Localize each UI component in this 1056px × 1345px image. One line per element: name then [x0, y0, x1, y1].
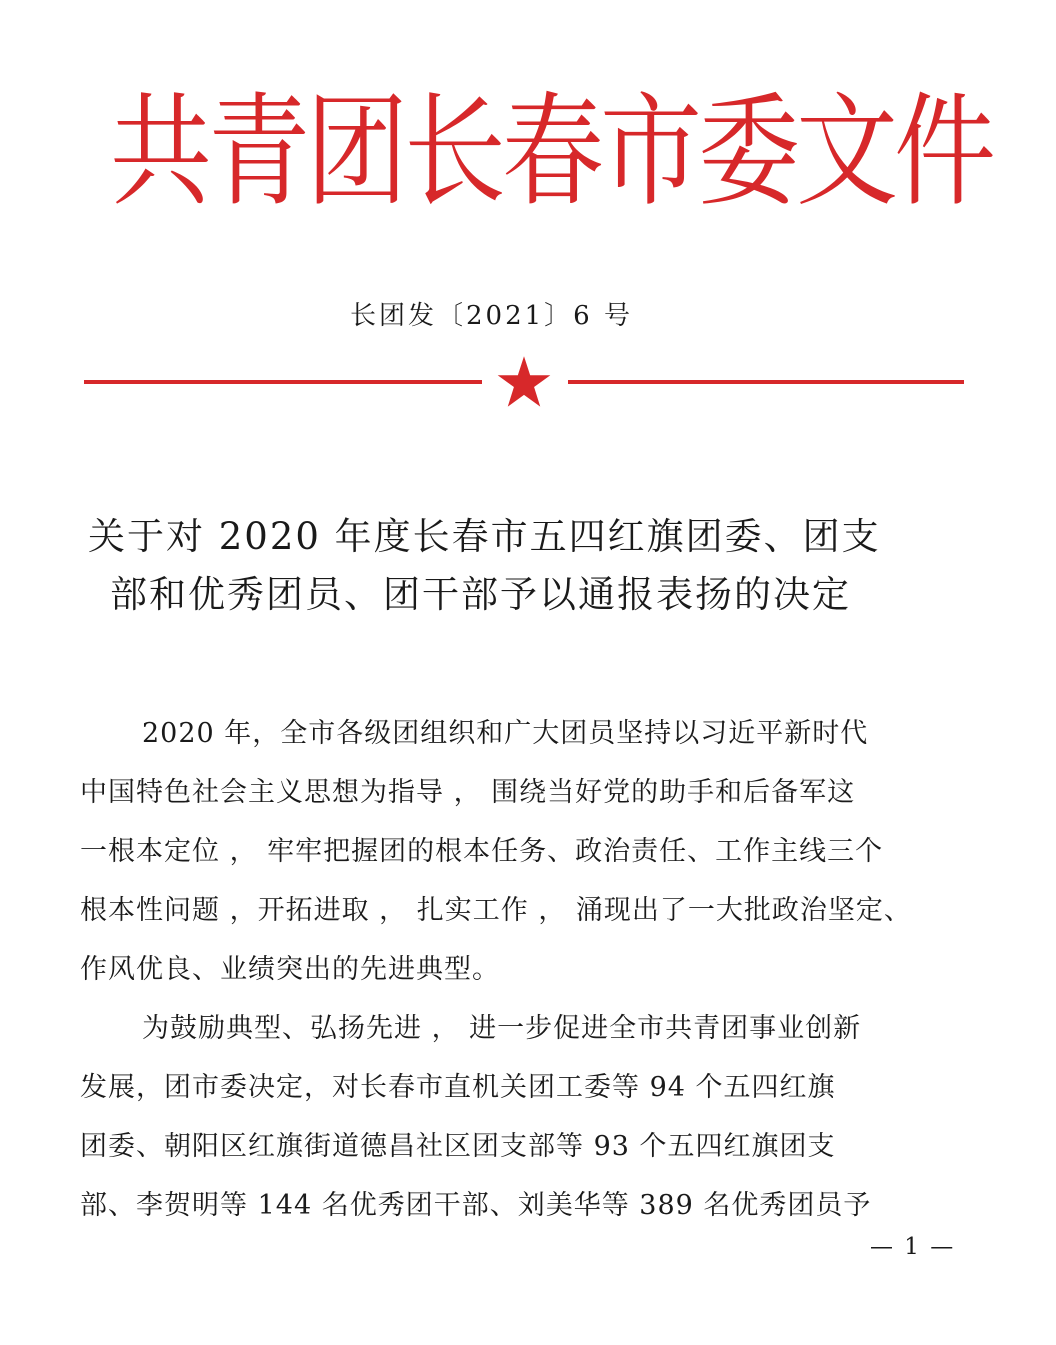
- body-line: 团委、朝阳区红旗街道德昌社区团支部等 93 个五四红旗团支: [80, 1131, 836, 1162]
- document-number: 长团发〔2021〕6 号: [350, 301, 633, 331]
- title-line-1: 关于对 2020 年度长春市五四红旗团委、团支: [88, 515, 881, 558]
- red-star-icon: [496, 354, 552, 410]
- body-line: 作风优良、业绩突出的先进典型。: [80, 954, 500, 985]
- body-line: 部、李贺明等 144 名优秀团干部、刘美华等 389 名优秀团员予: [80, 1190, 872, 1221]
- page-number: — 1 —: [870, 1234, 956, 1260]
- body-line: 2020 年，全市各级团组织和广大团员坚持以习近平新时代: [142, 718, 869, 749]
- body-line: 中国特色社会主义思想为指导 ， 围绕当好党的助手和后备军这: [80, 777, 856, 808]
- red-divider-right: [568, 380, 964, 384]
- body-line: 根本性问题 ，开拓进取 ， 扎实工作 ， 涌现出了一大批政治坚定、: [80, 895, 912, 926]
- document-body: [80, 704, 980, 1235]
- red-divider-left: [84, 380, 482, 384]
- title-line-2: 部和优秀团员、团干部予以通报表扬的决定: [110, 573, 851, 616]
- body-line: 发展，团市委决定，对长春市直机关团工委等 94 个五四红旗: [80, 1072, 836, 1103]
- body-line: 为鼓励典型、弘扬先进 ， 进一步促进全市共青团事业创新: [142, 1013, 862, 1044]
- masthead-title: 共青团长春市委文件: [110, 81, 992, 224]
- body-line: 一根本定位 ， 牢牢把握团的根本任务、政治责任、工作主线三个: [80, 836, 884, 867]
- document-title: [70, 508, 986, 624]
